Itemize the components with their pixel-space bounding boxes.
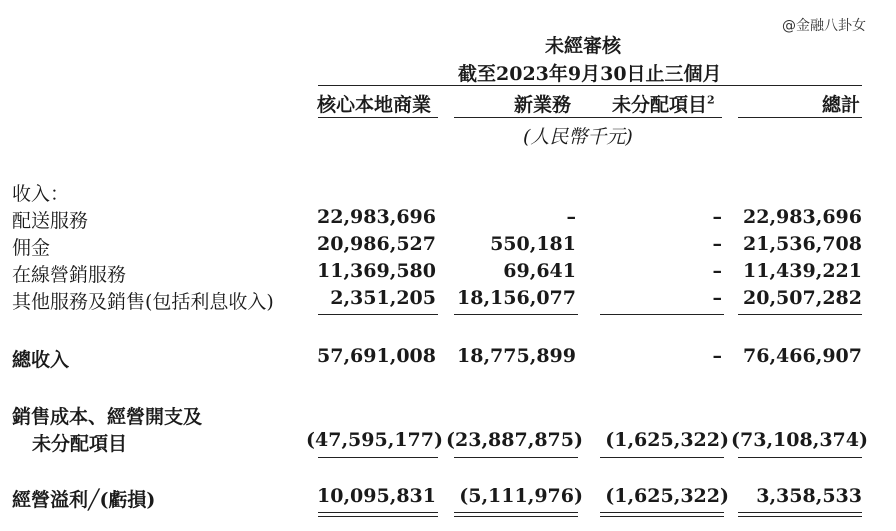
subtotal-rule-4	[738, 314, 862, 315]
col-rule-2	[454, 117, 722, 118]
col-rule-3	[738, 117, 862, 118]
row-label-marketing: 在線營銷服務	[12, 264, 127, 286]
cell-operating-core: 10,095,831	[317, 485, 436, 507]
row-label-commission: 佣金	[12, 237, 51, 259]
cost-rule-3	[600, 457, 724, 458]
cell-other-unallocated: –	[712, 287, 722, 309]
cell-operating-new: (5,111,976)	[459, 485, 583, 507]
cell-cost-core: (47,595,177)	[306, 429, 443, 451]
row-label-total-revenue: 總收入	[12, 349, 70, 371]
row-label-operating: 經營溢利╱(虧損)	[12, 489, 156, 511]
col-header-new-initiatives: 新業務	[514, 94, 572, 116]
cell-cost-total: (73,108,374)	[731, 429, 868, 451]
final-double-rule-4	[738, 512, 862, 517]
cell-delivery-new: –	[566, 206, 576, 228]
col-header-unallocated-text: 未分配項目	[612, 94, 708, 116]
row-label-cost-line2: 未分配項目	[32, 433, 128, 455]
cost-rule-4	[738, 457, 862, 458]
cell-marketing-core: 11,369,580	[317, 260, 436, 282]
subtotal-rule-2	[454, 314, 578, 315]
cell-cost-new: (23,887,875)	[446, 429, 583, 451]
cell-commission-total: 21,536,708	[743, 233, 862, 255]
unit-label: (人民幣千元)	[523, 126, 633, 148]
col-header-total: 總計	[822, 94, 861, 116]
cell-marketing-unallocated: –	[712, 260, 722, 282]
cell-other-total: 20,507,282	[743, 287, 862, 309]
cell-operating-total: 3,358,533	[756, 485, 862, 507]
cell-delivery-unallocated: –	[712, 206, 722, 228]
cost-rule-2	[454, 457, 578, 458]
cell-cost-unallocated: (1,625,322)	[605, 429, 729, 451]
row-label-other: 其他服務及銷售(包括利息收入)	[12, 291, 274, 313]
cell-other-new: 18,156,077	[457, 287, 576, 309]
subtotal-rule-3	[600, 314, 724, 315]
final-double-rule-1	[318, 512, 438, 517]
cell-delivery-core: 22,983,696	[317, 206, 436, 228]
cell-total-revenue-unallocated: –	[712, 345, 722, 367]
cell-commission-unallocated: –	[712, 233, 722, 255]
cell-commission-core: 20,986,527	[317, 233, 436, 255]
subtotal-rule-1	[318, 314, 438, 315]
row-label-delivery: 配送服務	[12, 210, 89, 232]
cell-commission-new: 550,181	[490, 233, 576, 255]
cell-marketing-new: 69,641	[503, 260, 576, 282]
cell-marketing-total: 11,439,221	[743, 260, 862, 282]
revenue-heading: 收入：	[12, 183, 70, 205]
watermark: @金融八卦女	[782, 18, 866, 34]
header-rule	[318, 85, 862, 86]
final-double-rule-3	[600, 512, 724, 517]
cell-total-revenue-new: 18,775,899	[457, 345, 576, 367]
col-header-unallocated	[612, 90, 715, 117]
row-label-cost-line1: 銷售成本、經營開支及	[12, 406, 203, 428]
footnote-mark: 2	[707, 93, 715, 107]
cell-other-core: 2,351,205	[330, 287, 436, 309]
cost-rule-1	[318, 457, 438, 458]
cell-delivery-total: 22,983,696	[743, 206, 862, 228]
header-audit-status: 未經審核	[545, 35, 622, 57]
cell-total-revenue-total: 76,466,907	[743, 345, 862, 367]
header-period: 截至2023年9月30日止三個月	[458, 63, 722, 85]
cell-total-revenue-core: 57,691,008	[317, 345, 436, 367]
col-rule-1	[318, 117, 438, 118]
col-header-core-local: 核心本地商業	[317, 94, 432, 116]
final-double-rule-2	[454, 512, 578, 517]
cell-operating-unallocated: (1,625,322)	[605, 485, 729, 507]
